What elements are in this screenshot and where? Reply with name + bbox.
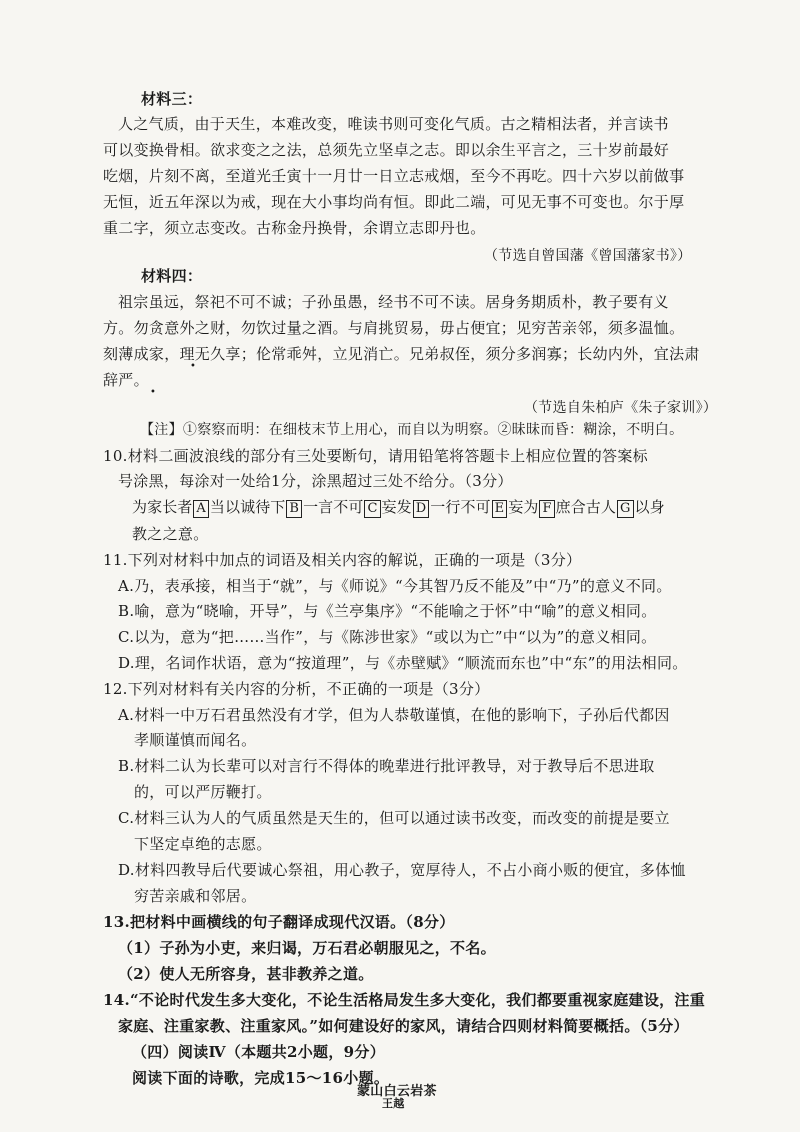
poem-author: 王越 [382, 1097, 405, 1110]
material-3-line: 可以变换骨相。欲求变之之法，总须先立坚卓之志。即以余生平言之，三十岁前最好 [103, 141, 670, 159]
question-13-stem: 13.把材料中画横线的句子翻译成现代汉语。（8分） [103, 913, 455, 931]
emphasis-dot: • [150, 387, 156, 398]
question-11-option-d: D.理，名词作状语，意为“按道理”，与《赤壁赋》“顺流而东也”中“东”的用法相同。 [118, 654, 688, 672]
material-3-line: 人之气质，由于天生，本难改变，唯读书则可变化气质。古之精相法者，并言读书 [118, 115, 669, 133]
poem-title: 蒙山白云岩茶 [357, 1084, 437, 1099]
question-12-option-b: B.材料二认为长辈可以对言行不得体的晚辈进行批评教导，对于教导后不思进取 [118, 757, 655, 775]
answer-box-b: B [286, 500, 302, 518]
answer-box-d: D [413, 500, 430, 518]
question-12-option-c-cont: 下坚定卓绝的志愿。 [134, 835, 272, 853]
material-4-line: 方。勿贪意外之财，勿饮过量之酒。与肩挑贸易，毋占便宜；见穷苦亲邻，须多温恤。 [103, 319, 685, 337]
question-11-option-a: A.乃，表承接，相当于“就”，与《师说》“今其智乃反不能及”中“乃”的意义不同。 [118, 577, 672, 595]
material-3-line: 吃烟，片刻不离，至道光壬寅十一月廿一日立志戒烟，至今不再吃。四十六岁以前做事 [103, 167, 685, 185]
material-4-title: 材料四： [141, 267, 203, 285]
question-13-item-1: （1）子孙为小吏，来归谒，万石君必朝服见之，不名。 [118, 939, 496, 957]
question-14-stem-cont: 家庭、注重家教、注重家风。”如何建设好的家风，请结合四则材料简要概括。（5分） [118, 1017, 689, 1035]
annotation-note: 【注】①察察而明：在细枝末节上用心，而自以为明察。②昧昧而昏：糊涂，不明白。 [140, 422, 684, 438]
question-12-option-a: A.材料一中万石君虽然没有才学，但为人恭敬谨慎，在他的影响下，子孙后代都因 [118, 706, 670, 724]
sentence-segment: 一行不可 [430, 498, 491, 516]
material-3-line: 无恒，近五年深以为戒，现在大小事均尚有恒。即此二端，可见无事不可变也。尔于厚 [103, 193, 685, 211]
material-3-source: （节选自曾国藩《曾国藩家书》） [484, 248, 692, 264]
sentence-segment: 妄发 [381, 498, 412, 516]
sentence-segment: 以身 [634, 498, 665, 516]
question-11-option-c: C.以为，意为“把……当作”，与《陈涉世家》“或以为亡”中“以为”的意义相同。 [118, 628, 657, 646]
material-4-line: 辞严。 [103, 371, 149, 389]
material-3-title: 材料三： [141, 90, 203, 108]
sentence-segment: 一言不可 [303, 498, 364, 516]
question-12-option-b-cont: 的，可以严厉鞭打。 [134, 783, 272, 801]
section-4-instruction: 阅读下面的诗歌，完成15～16小题。 [132, 1069, 390, 1087]
question-12-option-c: C.材料三认为人的气质虽然是天生的，但可以通过读书改变，而改变的前提是要立 [118, 809, 670, 827]
question-12-stem: 12.下列对材料有关内容的分析，不正确的一项是（3分） [103, 680, 490, 698]
answer-box-a: A [193, 500, 209, 518]
answer-box-c: C [364, 500, 380, 518]
sentence-segment: 为家长者 [132, 498, 193, 516]
material-4-line: 祖宗虽远，祭祀不可不诚；子孙虽愚，经书不可不读。居身务期质朴，教子要有义 [118, 293, 669, 311]
question-12-option-d-cont: 穷苦亲戚和邻居。 [134, 887, 257, 905]
material-4-line: 刻薄成家，理无久享；伦常乖舛，立见消亡。兄弟叔侄，须分多润寡；长幼内外，宜法肃 [103, 345, 700, 363]
sentence-segment: 妄为 [508, 498, 539, 516]
sentence-segment: 庶合古人 [555, 498, 616, 516]
question-10-stem: 号涂黑，每涂对一处给1分，涂黑超过三处不给分。（3分） [118, 472, 513, 490]
sentence-segment: 当以诚待下 [209, 498, 286, 516]
question-12-option-d: D.材料四教导后代要诚心祭祖，用心教子，宽厚待人，不占小商小贩的便宜，多体恤 [118, 861, 686, 879]
question-14-stem: 14.“不论时代发生多大变化，不论生活格局发生多大变化，我们都要重视家庭建设，注重 [103, 991, 706, 1009]
question-13-item-2: （2）使人无所容身，甚非教养之道。 [118, 965, 374, 983]
emphasis-dot: • [190, 361, 196, 372]
answer-box-e: E [492, 500, 508, 518]
question-10-sentence-end: 教之之意。 [132, 525, 209, 543]
question-10-stem: 10.材料二画波浪线的部分有三处要断句，请用铅笔将答题卡上相应位置的答案标 [103, 447, 648, 465]
question-10-sentence [132, 497, 665, 518]
material-3-line: 重二字，须立志变改。古称金丹换骨，余谓立志即丹也。 [103, 219, 486, 237]
answer-box-f: F [539, 500, 554, 518]
question-11-stem: 11.下列对材料中加点的词语及相关内容的解说，正确的一项是（3分） [103, 551, 582, 569]
question-11-option-b: B.喻，意为“晓喻，开导”，与《兰亭集序》“不能喻之于怀”中“喻”的意义相同。 [118, 602, 657, 620]
answer-box-g: G [617, 500, 634, 518]
section-4-title: （四）阅读Ⅳ（本题共2小题，9分） [132, 1043, 385, 1061]
question-12-option-a-cont: 孝顺谨慎而闻名。 [134, 731, 257, 749]
material-4-source: （节选自朱柏庐《朱子家训》） [524, 400, 718, 416]
